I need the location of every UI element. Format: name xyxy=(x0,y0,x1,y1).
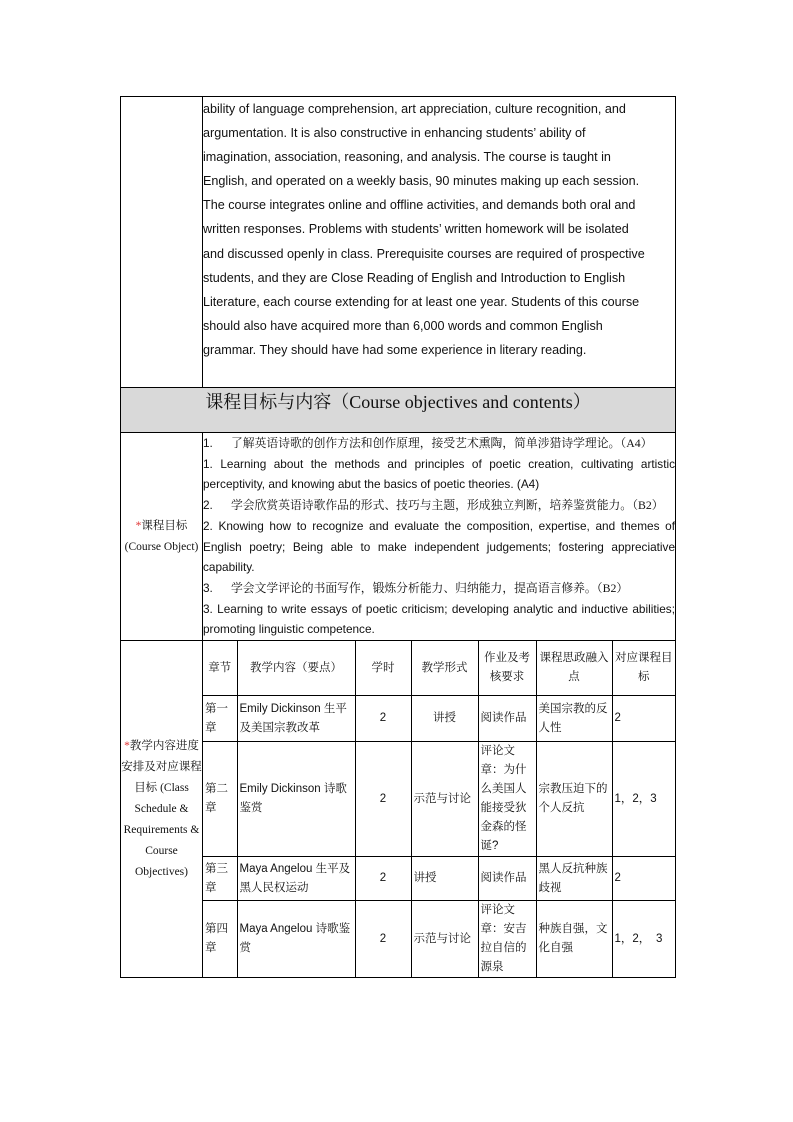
description-line: should also have acquired more than 6,000 words and common English xyxy=(203,318,603,333)
required-star: * xyxy=(124,739,130,752)
description-line: imagination, association, reasoning, and analysis. The course is taught in xyxy=(203,150,611,165)
course-description xyxy=(203,97,676,388)
cell-ideology: 宗教压迫下的个人反抗 xyxy=(536,742,612,857)
objective-number: 3. xyxy=(203,580,213,595)
cell-form: 讲授 xyxy=(411,696,478,742)
cell-assignment: 阅读作品 xyxy=(478,696,536,742)
schedule-header-row xyxy=(203,641,675,696)
cell-ideology: 美国宗教的反人性 xyxy=(536,696,612,742)
objective-cn-text: 了解英语诗歌的创作方法和创作原理，接受艺术熏陶，简单涉猎诗学理论。（A4） xyxy=(231,436,653,450)
description-line: The course integrates online and offline activities, and demands both oral and xyxy=(203,198,636,213)
objective-cn xyxy=(203,578,675,599)
cell-ideology: 种族自强，文化自强 xyxy=(536,901,612,978)
cell-assignment: 评论文章：为什么美国人能接受狄金森的怪诞? xyxy=(478,742,536,857)
description-line: and discussed openly in class. Prerequisite courses are required of prospective xyxy=(203,246,645,261)
cell-content: Emily Dickinson 生平及美国宗教改革 xyxy=(237,696,355,742)
section-heading xyxy=(121,388,676,433)
description-row xyxy=(121,97,676,388)
cell-hours: 2 xyxy=(355,901,411,978)
cell-form: 示范与讨论 xyxy=(411,901,478,978)
header-assignment: 作业及考核要求 xyxy=(478,641,536,696)
description-line: grammar. They should have had some experience in literary reading. xyxy=(203,342,587,357)
header-goal: 对应课程目标 xyxy=(612,641,675,696)
table-row xyxy=(203,857,675,901)
schedule-label xyxy=(121,641,203,978)
cell-chapter: 第四章 xyxy=(203,901,237,978)
cell-content: Maya Angelou 生平及黑人民权运动 xyxy=(237,857,355,901)
objectives-label-cn: 课程目标 xyxy=(141,519,188,532)
description-line: English, and operated on a weekly basis, 90 minutes making up each session. xyxy=(203,174,640,189)
objectives-row xyxy=(121,433,676,641)
description-left-cell xyxy=(121,97,203,388)
cell-hours: 2 xyxy=(355,857,411,901)
schedule-cell xyxy=(203,641,676,978)
schedule-table xyxy=(203,641,675,977)
cell-chapter: 第三章 xyxy=(203,857,237,901)
objective-cn xyxy=(203,433,675,454)
table-row xyxy=(203,901,675,978)
table-row xyxy=(203,742,675,857)
header-content: 教学内容（要点） xyxy=(237,641,355,696)
objective-cn xyxy=(203,495,675,516)
objective-en: 1. Learning about the methods and principles of poetic creation, cultivating artistic perceptivity, and knowing abut the basics of poetic theories. (A4) xyxy=(203,456,675,492)
description-line: students, and they are Close Reading of English and Introduction to English xyxy=(203,270,626,285)
cell-content: Emily Dickinson 诗歌鉴赏 xyxy=(237,742,355,857)
section-heading-row xyxy=(121,388,676,433)
objective-cn-text: 学会欣赏英语诗歌作品的形式、技巧与主题，形成独立判断，培养鉴赏能力。（B2） xyxy=(231,498,664,513)
objective-number: 2. xyxy=(203,498,213,513)
objective-cn-text: 学会文学评论的书面写作，锻炼分析能力、归纳能力，提高语言修养。（B2） xyxy=(231,580,629,595)
header-hours: 学时 xyxy=(355,641,411,696)
cell-goal: 1，2， 3 xyxy=(612,901,675,978)
cell-goal: 2 xyxy=(612,857,675,901)
header-ideology: 课程思政融入点 xyxy=(536,641,612,696)
cell-goal: 2 xyxy=(612,696,675,742)
table-row xyxy=(203,696,675,742)
cell-hours: 2 xyxy=(355,696,411,742)
cell-assignment: 评论文章：安吉拉自信的源泉 xyxy=(478,901,536,978)
objective-number: 1. xyxy=(203,436,213,450)
cell-hours: 2 xyxy=(355,742,411,857)
objective-en: 3. Learning to write essays of poetic criticism; developing analytic and inductive abilities; promoting linguistic competence. xyxy=(203,601,675,637)
cell-assignment: 阅读作品 xyxy=(478,857,536,901)
objectives-label xyxy=(121,433,203,641)
objective-en: 2. Knowing how to recognize and evaluate the composition, expertise, and themes of English poetry; Being able to make independent judgements; fostering appreciative capability. xyxy=(203,518,675,575)
cell-goal: 1，2，3 xyxy=(612,742,675,857)
schedule-label-cn: 教学内容进度安排及对应课程目标 xyxy=(121,739,202,794)
schedule-label-en: (Class Schedule & Requirements & Course Objectives) xyxy=(123,781,200,878)
objectives-label-en: (Course Object) xyxy=(124,540,199,553)
cell-form: 示范与讨论 xyxy=(411,742,478,857)
cell-content: Maya Angelou 诗歌鉴赏 xyxy=(237,901,355,978)
description-line: ability of language comprehension, art appreciation, culture recognition, and xyxy=(203,102,626,116)
objectives-list xyxy=(203,433,676,641)
description-line: Literature, each course extending for at least one year. Students of this course xyxy=(203,294,640,309)
cell-chapter: 第一章 xyxy=(203,696,237,742)
cell-ideology: 黑人反抗种族歧视 xyxy=(536,857,612,901)
required-star: * xyxy=(135,519,142,532)
description-line: argumentation. It is also constructive in enhancing students’ ability of xyxy=(203,126,586,141)
header-form: 教学形式 xyxy=(411,641,478,696)
schedule-row xyxy=(121,641,676,978)
section-heading-en: （Course objectives and contents） xyxy=(331,392,591,412)
description-line: written responses. Problems with students’ written homework will be isolated xyxy=(203,222,629,237)
header-chapter: 章节 xyxy=(208,661,232,674)
cell-chapter: 第二章 xyxy=(203,742,237,857)
cell-form: 讲授 xyxy=(411,857,478,901)
section-heading-cn: 课程目标与内容 xyxy=(205,392,332,412)
course-syllabus-table xyxy=(120,96,676,978)
